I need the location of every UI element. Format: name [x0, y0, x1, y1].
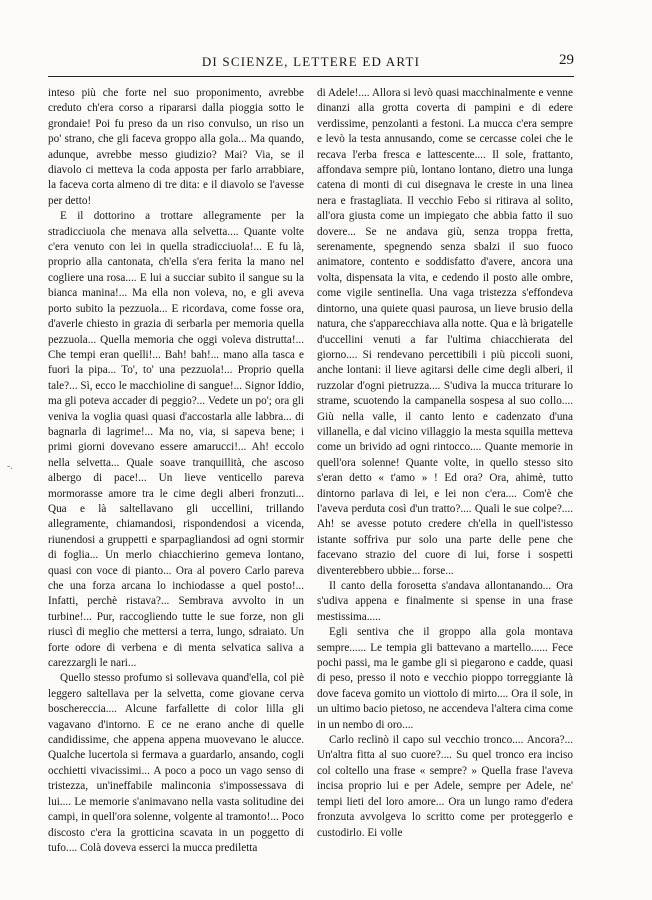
paragraph: Il canto della forosetta s'andava allontanando... Ora s'udiva appena e finalmente si spense in una frase mestissima..... [317, 580, 573, 623]
running-title: DI SCIENZE, LETTERE ED ARTI [201, 54, 421, 69]
margin-mark: -. [7, 461, 13, 472]
header-rule [48, 76, 574, 77]
paragraph: inteso più che forte nel suo proponimento, avrebbe creduto ch'era corso a ripararsi dalla pioggia sotto le grondaie! Poi fu preso da un riso convulso, un riso un po' strano, che gli faceva groppo alla gola... Ma quando, adunque, avrebbe messo giudizio? Mai? Via, se il diavolo ci metteva la coda apposta per farlo arrabbiare, la faceva corta almeno di tre dita: e il diavolo se l'avesse per detto! [48, 87, 304, 207]
page-number: 29 [559, 52, 574, 68]
paragraph: Egli sentiva che il groppo alla gola montava sempre...... Le tempia gli battevano a martello...... Fece pochi passi, ma le gambe gli si piegarono e cadde, quasi di peso, presso il noto e vecchio pioppo torreggiante là dove faceva gomito un viottolo di mirto.... Ora il sole, in un ultimo bacio pietoso, ne accendeva l'altera cima come in un nembo di oro.... [317, 626, 573, 731]
paragraph: E il dottorino a trottare allegramente per la stradicciuola che menava alla selvetta.... Quante volte c'era venuto con lei in quella stradicciuola!... E fu là, proprio alla cantonata, ch'ella s'era ferita la mano nel cogliere una rosa.... E lui a succiar subito il sangue su la bianca manina!... Ma ella non voleva, no, e gli aveva porto subito la pezzuola... E ricordava, come fosse ora, d'averle chiesto in grazia di serbarla per memoria quella pezzuola... Quella memoria che oggi voleva distrutta!... Che tempi eran quelli!... Bah! bah!... mano alla tasca e fuori la pipa... To', to' una pezzuola!... Proprio quella tale?... Sì, ecco le macchioline di sangue!... Signor Iddio, ma gli poteva accader di peggio?... Vedete un po'; ora gli veniva la voglia quasi quasi d'accostarla alle labbra... di bagnarla di lagrime!... Ma no, via, si sapeva bene; i primi giorni dovevano essere amarucci!... Ah! eccolo nella selvetta... Quale soave tranquillità, che ascoso albergo di pace!... Un lieve venticello pareva mormorasse amore tra le cime degli alberi fronzuti... Qua e là saltellavano gli uccellini, trillando allegramente, chiamandosi, rispondendosi a vicenda, riunendosi a gruppetti e sparpagliandosi ad ogni stormir di foglia... Un merlo chiacchierino gemeva lontano, quasi con voce di pianto... Ora al povero Carlo pareva che una forza arcana lo inchiodasse a quel posto!... Infatti, perchè ristava?... Sembrava avvolto in un turbine!... Pur, raccogliendo tutte le sue forze, non gli riuscì di meglio che mettersi a terra, lungo, sdraiato. Un forte odore di verbena e di menta selvatica saliva a carezzargli le nari... [48, 210, 304, 670]
right-column [317, 86, 573, 886]
paragraph: Quello stesso profumo si sollevava quand'ella, col piè leggero saltellava per la selvetta, come giovane cerva boschereccia.... Alcune farfallette di color lilla gli vagavano d'intorno. E ce ne erano anche di quelle candidissime, che appena appena muovevano le alucce. Qualche lucertola si fermava a guardarlo, ansando, cogli occhietti vivacissimi... A poco a poco un vago senso di tristezza, un'ineffabile malinconia s'impossessava di lui.... Le memorie s'animavano nella vasta solitudine dei campi, in quell'ora solenne, volgente al tramonto!... Poco discosto c'era la grotticina scavata in un poggetto di tufo.... Colà doveva esserci la mucca prediletta [48, 672, 304, 854]
paragraph: di Adele!.... Allora si levò quasi macchinalmente e venne dinanzi alla grotta coverta di pampini e di edere verdissime, penzolanti a festoni. La mucca c'era sempre e levò la testa annusando, come se cercasse colei che le recava l'erba fresca e lattescente.... Il sole, frattanto, affondava sempre più, lontano lontano, dietro una lunga catena di monti di cui disegnava le creste in una linea nera e frastagliata. Il vecchio Febo si ritirava al solito, all'ora giusta come un impiegato che abbia fatto il suo dovere... Se ne andava giù, senza troppa fretta, serenamente, spegnendo senza sbalzi il suo fuoco animatore, contento e soddisfatto d'avere, ancora una volta, dispensata la vita, e cedendo il posto alle ombre, come vigile sentinella. Una vaga tristezza s'effondeva dintorno, una quiete quasi paurosa, un lieve brusio della natura, che s'apparecchiava alla notte. Qua e là brigatelle d'uccellini venuti a far l'ultima chiacchierata del giorno.... Si rendevano percettibili i più piccoli suoni, anche lontani: il lieve agitarsi delle cime degli alberi, il ruzzolar d'ogni pietruzza.... S'udiva la mucca triturare lo strame, scuotendo la campanella sospesa al suo collo.... Giù nella valle, il canto lento e cadenzato d'una villanella, e dal vicino villaggio la mesta squilla metteva come un brivido ad ogni rintocco.... Quante memorie in quell'ora solenne! Quante volte, in quello stesso sito s'eran detto « t'amo » ! Ed ora? Ora, ahimè, tutto dintorno parlava di lei, e lei non c'era.... Com'è che l'aveva perduta così d'un tratto?.... Quali le sue colpe?.... Ah! se avesse potuto credere ch'ella in quell'istesso istante soffriva pur solo una parte delle pene che facevano strazio del cuore di lui, forse i sospetti diventerebbero ubbie... forse... [317, 87, 573, 577]
page-header [48, 52, 574, 74]
paragraph: Carlo reclinò il capo sul vecchio tronco.... Ancora?... Un'altra fitta al suo cuore?.... Su quel tronco era inciso col coltello una frase « sempre? » Quella frase l'aveva incisa proprio lui e per Adele, sempre per Adele, ne' tempi lieti del loro amore... Ora un lungo ramo d'edera fronzuta avvolgeva lo scritto come per proteggerlo e custodirlo. Ei volle [317, 734, 573, 839]
left-column [48, 86, 304, 886]
